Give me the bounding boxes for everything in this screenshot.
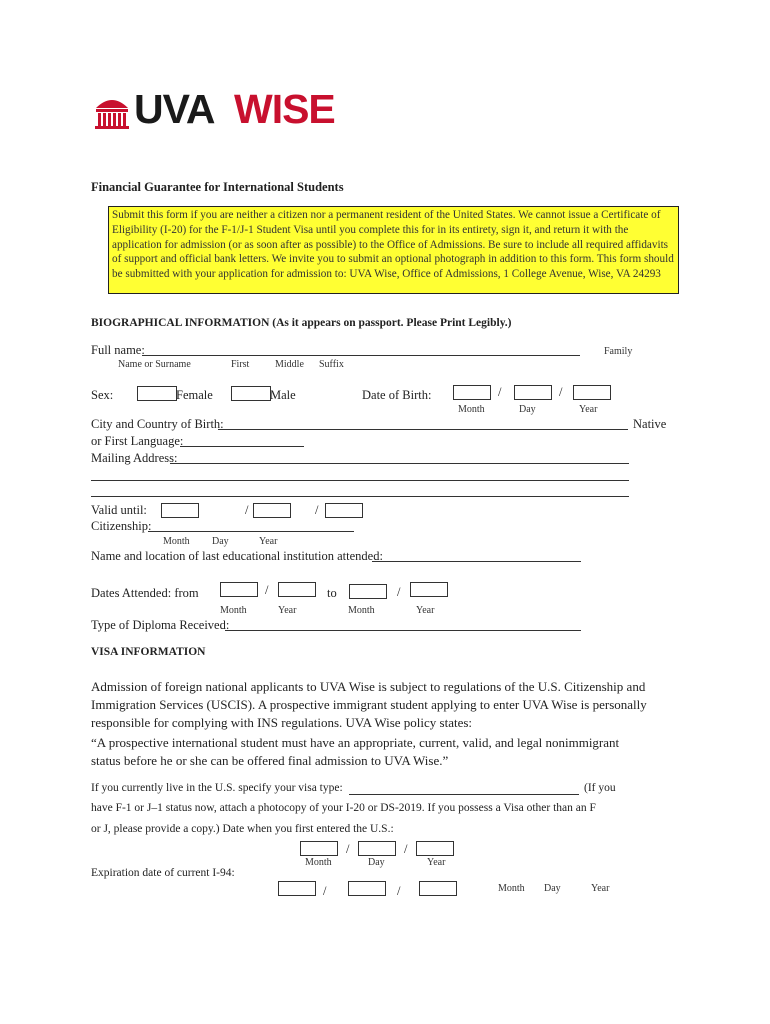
logo-uva: UVA <box>134 86 215 132</box>
dob-year-label: Year <box>579 404 598 415</box>
first-language-label: or First Language: <box>91 434 184 448</box>
visa-type-input[interactable] <box>349 794 579 795</box>
from-year-label: Year <box>278 605 297 616</box>
full-name-label: Full name: <box>91 343 145 357</box>
entry-month-label: Month <box>305 857 332 868</box>
dob-day-input[interactable] <box>514 385 552 400</box>
instructions-notice: Submit this form if you are neither a citizen nor a permanent resident of the United States. We cannot issue a Certificate of Eligibility (I-20) for the F-1/J-1 Student Visa until you complete this for in its entirety, sign it, and return it with the application for admission (or as soon after as possible) to the Office of Admissions. Be sure to include all required affidavits of support and official bank letters. We invite you to submit an optional photograph in addition to this form. This form should be submitted with your application for admission to: UVA Wise, Office of Admissions, 1 College Avenue, Wise, VA 24293 <box>108 206 679 294</box>
i94-label: Expiration date of current I-94: <box>91 867 235 879</box>
slash: / <box>397 884 401 898</box>
i94-day-input[interactable] <box>348 881 386 896</box>
entry-month-input[interactable] <box>300 841 338 856</box>
valid-month-label: Month <box>163 536 190 547</box>
city-country-input[interactable] <box>218 429 628 430</box>
from-month-input[interactable] <box>220 582 258 597</box>
to-month-input[interactable] <box>349 584 387 599</box>
middle-label: Middle <box>275 359 304 370</box>
to-label: to <box>327 586 337 600</box>
to-year-input[interactable] <box>410 582 448 597</box>
mailing-input-3[interactable] <box>91 496 629 497</box>
i94-day-label: Day <box>544 883 561 894</box>
dates-attended-label: Dates Attended: from <box>91 586 199 600</box>
visa-line-3: or J, please provide a copy.) Date when you first entered the U.S.: <box>91 823 394 835</box>
last-institution-label: Name and location of last educational institution attended: <box>91 549 383 563</box>
logo-wise: WISE <box>234 86 335 132</box>
slash: / <box>559 385 563 399</box>
if-you-label: (If you <box>584 782 616 794</box>
last-institution-input[interactable] <box>372 561 581 562</box>
valid-day-label: Day <box>212 536 229 547</box>
full-name-input[interactable] <box>142 355 580 356</box>
from-month-label: Month <box>220 605 247 616</box>
suffix-label: Suffix <box>319 359 344 370</box>
name-surname-label: Name or Surname <box>118 359 191 370</box>
dob-label: Date of Birth: <box>362 388 432 402</box>
bio-heading: BIOGRAPHICAL INFORMATION (As it appears on passport. Please Print Legibly.) <box>91 317 512 329</box>
entry-year-input[interactable] <box>416 841 454 856</box>
entry-year-label: Year <box>427 857 446 868</box>
mailing-input-1[interactable] <box>170 463 629 464</box>
slash: / <box>265 583 269 597</box>
first-label: First <box>231 359 250 370</box>
rotunda-icon <box>94 94 130 130</box>
i94-month-label: Month <box>498 883 525 894</box>
slash: / <box>397 585 401 599</box>
valid-day-input[interactable] <box>253 503 291 518</box>
page-title: Financial Guarantee for International Students <box>91 180 344 194</box>
slash: / <box>346 842 350 856</box>
to-year-label: Year <box>416 605 435 616</box>
slash: / <box>315 503 319 517</box>
visa-policy-quote: “A prospective international student must have an appropriate, current, valid, and legal nonimmigrant status before he or she can be offered final admission to UVA Wise.” <box>91 735 620 768</box>
to-month-label: Month <box>348 605 375 616</box>
diploma-input[interactable] <box>225 630 581 631</box>
dob-year-input[interactable] <box>573 385 611 400</box>
mailing-input-2[interactable] <box>91 480 629 481</box>
dob-month-label: Month <box>458 404 485 415</box>
mailing-label: Mailing Address: <box>91 451 178 465</box>
female-label: Female <box>176 388 213 402</box>
slash: / <box>404 842 408 856</box>
visa-line-2: have F-1 or J–1 status now, attach a photocopy of your I-20 or DS-2019. If you possess a Visa other than an F <box>91 802 596 814</box>
diploma-label: Type of Diploma Received: <box>91 618 230 632</box>
dob-month-input[interactable] <box>453 385 491 400</box>
male-label: Male <box>270 388 296 402</box>
i94-year-input[interactable] <box>419 881 457 896</box>
slash: / <box>323 884 327 898</box>
first-language-input[interactable] <box>180 446 304 447</box>
visa-type-label: If you currently live in the U.S. specify your visa type: <box>91 782 343 794</box>
dob-day-label: Day <box>519 404 536 415</box>
valid-month-input[interactable] <box>161 503 199 518</box>
entry-day-label: Day <box>368 857 385 868</box>
family-label: Family <box>604 346 633 357</box>
slash: / <box>245 503 249 517</box>
valid-year-label: Year <box>259 536 278 547</box>
i94-month-input[interactable] <box>278 881 316 896</box>
i94-year-label: Year <box>591 883 610 894</box>
male-checkbox[interactable] <box>231 386 271 401</box>
citizenship-input[interactable] <box>148 531 354 532</box>
visa-paragraph: Admission of foreign national applicants to UVA Wise is subject to regulations of the U.S. Citizenship and Immigration Services (USCIS). A prospective immigrant student applying to enter UVA Wise is personally responsible for complying with INS regulations. UVA Wise policy states: <box>91 679 647 730</box>
entry-day-input[interactable] <box>358 841 396 856</box>
female-checkbox[interactable] <box>137 386 177 401</box>
slash: / <box>498 385 502 399</box>
valid-until-label: Valid until: <box>91 503 147 517</box>
native-label: Native <box>633 417 667 431</box>
valid-year-input[interactable] <box>325 503 363 518</box>
city-country-label: City and Country of Birth: <box>91 417 224 431</box>
visa-heading: VISA INFORMATION <box>91 646 206 658</box>
citizenship-label: Citizenship: <box>91 519 152 533</box>
from-year-input[interactable] <box>278 582 316 597</box>
sex-label: Sex: <box>91 388 114 402</box>
